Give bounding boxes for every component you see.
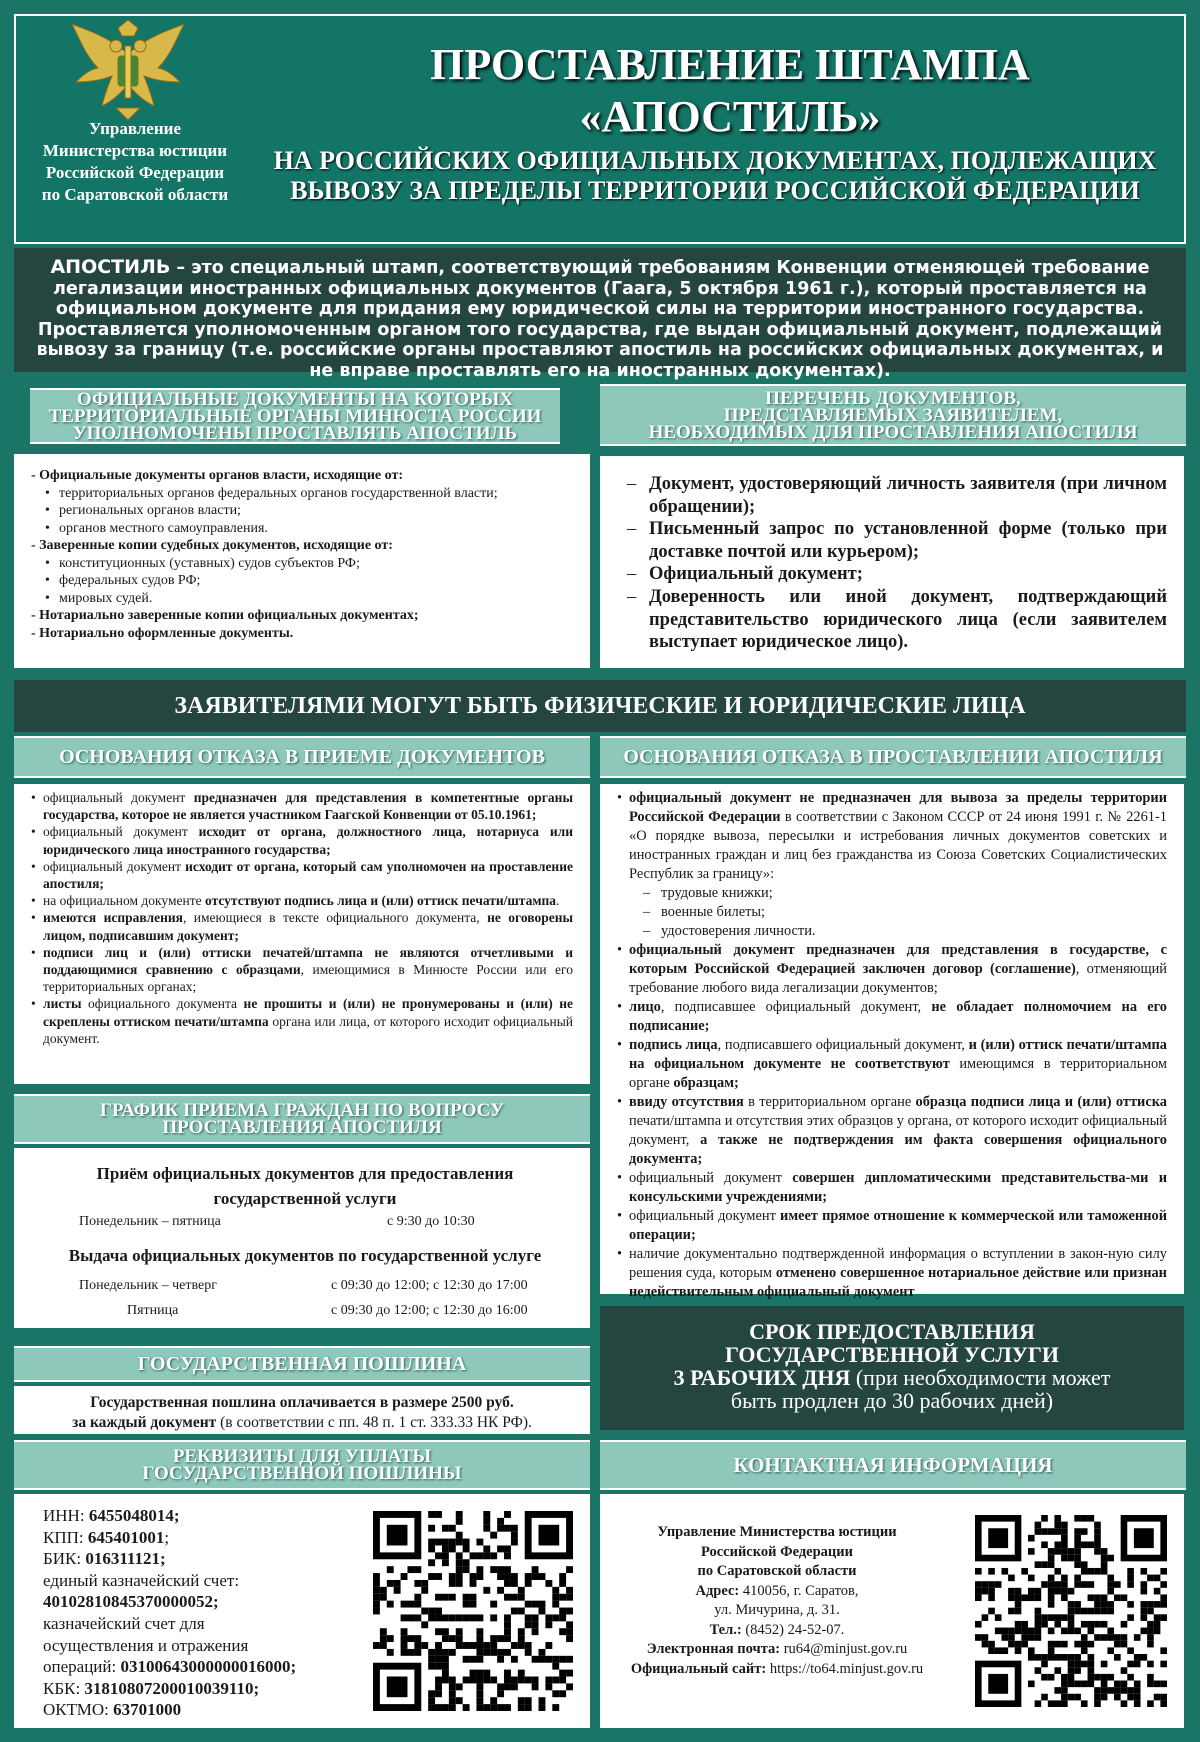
sub-item: – трудовые книжки; xyxy=(643,884,1167,903)
bold-text: образца подписи лица и (или) оттиска xyxy=(915,1094,1167,1110)
header-line: ОФИЦИАЛЬНЫЕ ДОКУМЕНТЫ НА КОТОРЫХ xyxy=(76,388,514,410)
value: 016311121; xyxy=(85,1549,166,1569)
bold-text: отсутствуют подпись лица и (или) оттиск печати/штампа xyxy=(205,893,557,909)
refusal-accept-header: ОСНОВАНИЯ ОТКАЗА В ПРИЕМЕ ДОКУМЕНТОВ xyxy=(14,736,590,778)
text: (в соответствии с пп. 48 п. 1 ст. 333.33 НК РФ). xyxy=(216,1414,532,1431)
schedule-days: Пятница xyxy=(127,1303,179,1318)
issue-title: Выдача официальных документов по государственной услуге xyxy=(68,1246,542,1265)
list-item xyxy=(31,892,573,909)
text: в соответствии с Законом СССР от 24 июня 1991 г. № 2261-1 «О порядке вывоза, пересылки и истребования личных документов советских и иностранных граждан и лиц без гражданства из Союза Советских Социалистических Республик за границу»: xyxy=(629,809,1167,882)
req-treasury xyxy=(43,1591,333,1613)
ministry-emblem-icon xyxy=(68,16,188,128)
text: , отменяющий требование любого вида легализации документов; xyxy=(629,961,1167,996)
requisites-header xyxy=(14,1440,590,1490)
fee-line: Государственная пошлина оплачивается в размере 2500 руб. xyxy=(90,1394,514,1411)
list-item xyxy=(617,941,1167,998)
value: 31810807200010039110; xyxy=(84,1678,260,1698)
bold-text: и (или) оттиск печати/штампа на официальном документе не соответствуют xyxy=(629,1037,1167,1072)
req-account xyxy=(43,1656,333,1678)
list-item: • федеральных судов РФ; xyxy=(45,572,573,590)
text: официальный документ xyxy=(43,790,194,805)
group-list xyxy=(31,555,573,608)
text: , подписавшее официальный документ, xyxy=(660,999,932,1015)
req-kbk xyxy=(43,1678,333,1700)
label: ИНН: xyxy=(43,1506,89,1525)
org-name-line: Управление xyxy=(88,119,181,138)
contact-address xyxy=(617,1582,937,1602)
header-line: ГОСУДАРСТВЕННОЙ ПОШЛИНЫ xyxy=(142,1463,462,1484)
sub-item: – удостоверения личности. xyxy=(643,922,1167,941)
text: официальный документ xyxy=(629,1208,781,1224)
value: 6455048014; xyxy=(88,1506,180,1525)
org-name-line: по Саратовской области xyxy=(41,185,229,204)
bold-text: отменено совершенное нотариальное действие или признан недействительным официальный документ xyxy=(629,1265,1167,1300)
list-item: – Доверенность или иной документ, подтверждающий представительство юридического лица (если заявителем выступает юридическое лицо). xyxy=(617,586,1167,654)
list-item xyxy=(617,1245,1167,1302)
bold-text: официальный документ не предназначен для вывоза за пределы территории Российской Федерации xyxy=(629,790,1167,825)
label: Электронная почта: xyxy=(646,1641,784,1657)
req-inn xyxy=(43,1505,333,1527)
refusal-apostille-header: ОСНОВАНИЯ ОТКАЗА В ПРОСТАВЛЕНИИ АПОСТИЛЯ xyxy=(600,736,1186,778)
fee-header: ГОСУДАРСТВЕННАЯ ПОШЛИНА xyxy=(14,1346,590,1382)
subtitle-line: ВЫВОЗУ ЗА ПРЕДЕЛЫ ТЕРРИТОРИИ РОССИЙСКОЙ ФЕДЕРАЦИИ xyxy=(290,176,1140,205)
bold-text: совершен дипломатическими представительства-ми и консульскими учреждениями; xyxy=(629,1170,1167,1205)
header-line: ПРЕДСТАВЛЯЕМЫХ ЗАЯВИТЕЛЕМ, xyxy=(723,404,1063,426)
label: БИК: xyxy=(43,1549,86,1569)
contact-email xyxy=(617,1640,937,1660)
list-item: • конституционных (уставных) судов субъектов РФ; xyxy=(45,555,573,573)
label: ОКТМО: xyxy=(43,1700,114,1720)
label: Тел.: xyxy=(709,1621,746,1638)
intake-title-line: государственной услуги xyxy=(213,1189,397,1208)
fee-line xyxy=(17,1413,587,1433)
list-item xyxy=(617,1093,1167,1169)
header-line: ПЕРЕЧЕНЬ ДОКУМЕНТОВ, xyxy=(765,387,1021,409)
req-oktmo xyxy=(43,1699,333,1721)
bold-text: официальный документ предназначен для представления в государстве, с которым Российской Федерацией заключен договор (соглашение) xyxy=(629,942,1167,977)
bold-text: не обладает полномочием на его подписание; xyxy=(629,999,1167,1034)
bold-text: исходит от органа, который сам уполномочен на проставление апостиля; xyxy=(43,858,573,892)
requisites-lines xyxy=(43,1505,333,1721)
contact-details xyxy=(617,1523,937,1679)
qr-code-icon[interactable] xyxy=(373,1511,573,1711)
list-item: • региональных органов власти; xyxy=(45,502,573,520)
schedule-header xyxy=(14,1094,590,1144)
req-treasury-label: единый казначейский счет: xyxy=(43,1570,240,1590)
sub-list xyxy=(629,884,1167,941)
page-subtitle xyxy=(265,146,1165,206)
text: имеющимся в территориальном органе xyxy=(629,1056,1168,1091)
schedule-days: Понедельник – четверг xyxy=(79,1278,217,1293)
list-item xyxy=(31,944,573,996)
schedule-time: с 09:30 до 12:00; с 12:30 до 17:00 xyxy=(331,1278,528,1293)
list-item xyxy=(31,858,573,892)
list-item xyxy=(617,1036,1167,1093)
list-item xyxy=(31,995,573,1047)
label: Официальный сайт: xyxy=(630,1660,770,1677)
text: официального документа xyxy=(81,996,244,1012)
group-title: - Заверенные копии судебных документов, исходящие от: xyxy=(31,538,393,553)
list-item: – Документ, удостоверяющий личность заявителя (при личном обращении); xyxy=(617,473,1167,518)
refusal-accept-box xyxy=(14,784,590,1084)
text: наличие документально подтвержденной информация о вступлении в закон-ную силу решения суда, которым xyxy=(629,1246,1167,1281)
contacts-box xyxy=(600,1494,1184,1728)
deadline-line: СРОК ПРЕДОСТАВЛЕНИЯ xyxy=(749,1319,1035,1344)
deadline-line xyxy=(600,1366,1184,1389)
label: операций: xyxy=(43,1657,121,1677)
list-item: – Письменный запрос по установленной форме (только при доставке почтой или курьером); xyxy=(617,518,1167,563)
header-line: УПОЛНОМОЧЕНЫ ПРОСТАВЛЯТЬ АПОСТИЛЬ xyxy=(72,422,518,444)
list-item xyxy=(31,789,573,823)
qr-code-icon[interactable] xyxy=(975,1515,1167,1707)
fee-box xyxy=(14,1386,590,1434)
definition-keyword: АПОСТИЛЬ xyxy=(50,256,171,278)
value[interactable]: ru64@minjust.gov.ru xyxy=(783,1641,908,1657)
bold-text: имеет прямое отношение к коммерческой или таможенной операции; xyxy=(629,1208,1167,1243)
page-title-apostille: «АПОСТИЛЬ» xyxy=(579,92,881,141)
label: Адрес: xyxy=(695,1582,743,1599)
text: официальный документ xyxy=(43,858,186,874)
docs-list-box xyxy=(600,456,1184,668)
sub-item: – военные билеты; xyxy=(643,903,1167,922)
header-line: ТЕРРИТОРИАЛЬНЫЕ ОРГАНЫ МИНЮСТА РОССИИ xyxy=(48,405,542,427)
list-item: • органов местного самоуправления. xyxy=(45,520,573,538)
org-name-line: Министерства юстиции xyxy=(42,141,228,160)
list-item xyxy=(31,909,573,943)
text: (при необходимости может xyxy=(850,1365,1111,1390)
deadline-days: 3 РАБОЧИХ ДНЯ xyxy=(673,1365,851,1390)
list-item xyxy=(617,998,1167,1036)
text: официальный документ xyxy=(43,824,199,840)
text: печати/штампа и отсутствия этих образцов у органа, от которого исходит официальный документ, xyxy=(629,1113,1167,1148)
text: на официальном документе xyxy=(43,893,205,909)
bold-text: а также не подтверждения им факта совершения официального документа; xyxy=(629,1132,1167,1167)
label: КБК: xyxy=(43,1678,85,1698)
bold-text: не оговорены лицом, подписавшим документ; xyxy=(43,910,574,943)
group-title: - Нотариально оформленные документы. xyxy=(31,625,294,641)
group-title: - Официальные документы органов власти, исходящие от: xyxy=(31,468,403,483)
schedule-days: Понедельник – пятница xyxy=(79,1214,221,1229)
deadline-line: быть продлен до 30 рабочих дней) xyxy=(730,1388,1054,1413)
official-docs-header xyxy=(30,388,560,444)
header-line: РЕКВИЗИТЫ ДЛЯ УПЛАТЫ xyxy=(172,1446,432,1467)
bold-text: подписи лиц и (или) оттиски печатей/штампа не являются отчетливыми и поддающимися сравнению с образцами xyxy=(43,944,573,978)
req-kpp: КПП: 645401001; xyxy=(43,1527,170,1547)
list-item: – Официальный документ; xyxy=(617,563,1167,586)
bold-text: подпись лица xyxy=(629,1037,718,1053)
requisites-box xyxy=(14,1494,590,1728)
list-item: • мировых судей. xyxy=(45,590,573,608)
official-docs-box xyxy=(14,454,590,668)
label: КПП: xyxy=(43,1527,88,1547)
header-line: ПРОСТАВЛЕНИЯ АПОСТИЛЯ xyxy=(162,1117,442,1138)
bold-text: листы xyxy=(43,996,82,1012)
schedule-time: с 9:30 до 10:30 xyxy=(387,1214,475,1229)
bold-text: за каждый документ xyxy=(72,1414,217,1431)
definition-text: – это специальный штамп, соответствующий требованиям Конвенции отменяющей требование легализации иностранных официальных документов (Гаага, 5 октября 1961 г.), который проставляется на официальном документе для придания ему юридической силы на территории иностранного государства. Проставляется уполномоченным органом того государства, где выдан официальный документ, подлежащий вывозу за границу (т.е. российские органы проставляют апостиль на российских официальных документах, и не вправе проставлять его на иностранных документах). xyxy=(36,258,1164,381)
value: 40102810845370000052; xyxy=(43,1592,219,1612)
header-line: ГРАФИК ПРИЕМА ГРАЖДАН ПО ВОПРОСУ xyxy=(99,1100,505,1121)
contact-org: Управление Министерства юстиции xyxy=(657,1524,897,1540)
schedule-box xyxy=(14,1148,590,1328)
group-title: - Нотариально заверенные копии официальных документах; xyxy=(31,608,419,623)
req-bik xyxy=(43,1548,333,1570)
list-item xyxy=(617,1169,1167,1207)
deadline-line: ГОСУДАРСТВЕННОЙ УСЛУГИ xyxy=(724,1342,1060,1367)
intake-title xyxy=(17,1161,593,1211)
value: (8452) 24-52-07. xyxy=(745,1621,845,1638)
contact-org: по Саратовской области xyxy=(697,1563,857,1579)
apostille-definition xyxy=(14,248,1186,381)
list-item: • территориальных органов федеральных органов государственной власти; xyxy=(45,485,573,503)
contact-address-line: ул. Мичурина, д. 31. xyxy=(714,1602,840,1618)
value[interactable]: https://to64.minjust.gov.ru xyxy=(769,1660,924,1677)
docs-list-header xyxy=(600,384,1186,446)
value: 645401001 xyxy=(87,1527,165,1547)
intake-title-line: Приём официальных документов для предоставления xyxy=(96,1164,514,1183)
text: . xyxy=(556,893,560,909)
text: , имеющиеся в тексте официального документа, xyxy=(182,910,488,926)
value: 410056, г. Саратов, xyxy=(742,1582,859,1599)
bold-text: образцам; xyxy=(673,1075,739,1091)
list-item xyxy=(617,1207,1167,1245)
applicants-banner: ЗАЯВИТЕЛЯМИ МОГУТ БЫТЬ ФИЗИЧЕСКИЕ И ЮРИДИЧЕСКИЕ ЛИЦА xyxy=(14,680,1186,732)
contact-org: Российской Федерации xyxy=(700,1543,853,1560)
req-account-label: казначейский счет для xyxy=(43,1613,205,1633)
req-account-label: осуществления и отражения xyxy=(43,1635,249,1655)
contact-phone xyxy=(617,1621,937,1641)
refusal-apostille-box xyxy=(600,784,1184,1300)
text: , имеющимися в Минюсте России или его территориальных органах; xyxy=(43,962,573,995)
group-list xyxy=(31,485,573,538)
organization-name xyxy=(10,118,260,206)
contact-site xyxy=(617,1660,937,1680)
bold-text: имеются исправления xyxy=(43,910,183,926)
list-item xyxy=(617,789,1167,941)
subtitle-line: НА РОССИЙСКИХ ОФИЦИАЛЬНЫХ ДОКУМЕНТАХ, ПОДЛЕЖАЩИХ xyxy=(273,146,1157,175)
text: , подписавшего официальный документ, xyxy=(717,1037,969,1053)
text: официальный документ xyxy=(629,1170,793,1186)
text: в территориальном органе xyxy=(743,1094,916,1110)
bold-text: исходит от органа, должностного лица, нотариуса или юридического лица иностранного государства; xyxy=(43,824,573,857)
list-item xyxy=(31,823,573,857)
service-deadline-box xyxy=(600,1306,1184,1430)
value: 63701000 xyxy=(113,1700,182,1720)
bold-text: предназначен для представления в компетентные органы государства, которое не является участником Гаагской Конвенции от 05.10.1961; xyxy=(43,790,573,823)
text: органа или лица, от которого исходит официальный документ. xyxy=(43,1013,573,1046)
bold-text: ввиду отсутствия xyxy=(629,1094,744,1110)
bold-text: не прошиты и (или) не пронумерованы и (или) не скреплены оттиском печати/штампа xyxy=(43,996,573,1029)
bold-text: лицо xyxy=(629,999,661,1015)
org-name-line: Российской Федерации xyxy=(45,163,225,182)
contacts-header: КОНТАКТНАЯ ИНФОРМАЦИЯ xyxy=(600,1440,1186,1490)
schedule-time: с 09:30 до 12:00; с 12:30 до 16:00 xyxy=(331,1303,528,1318)
header-line: НЕОБХОДИМЫХ ДЛЯ ПРОСТАВЛЕНИЯ АПОСТИЛЯ xyxy=(648,421,1138,443)
page-title: ПРОСТАВЛЕНИЕ ШТАМПА xyxy=(430,40,1030,89)
value: 03100643000000016000; xyxy=(120,1657,297,1677)
